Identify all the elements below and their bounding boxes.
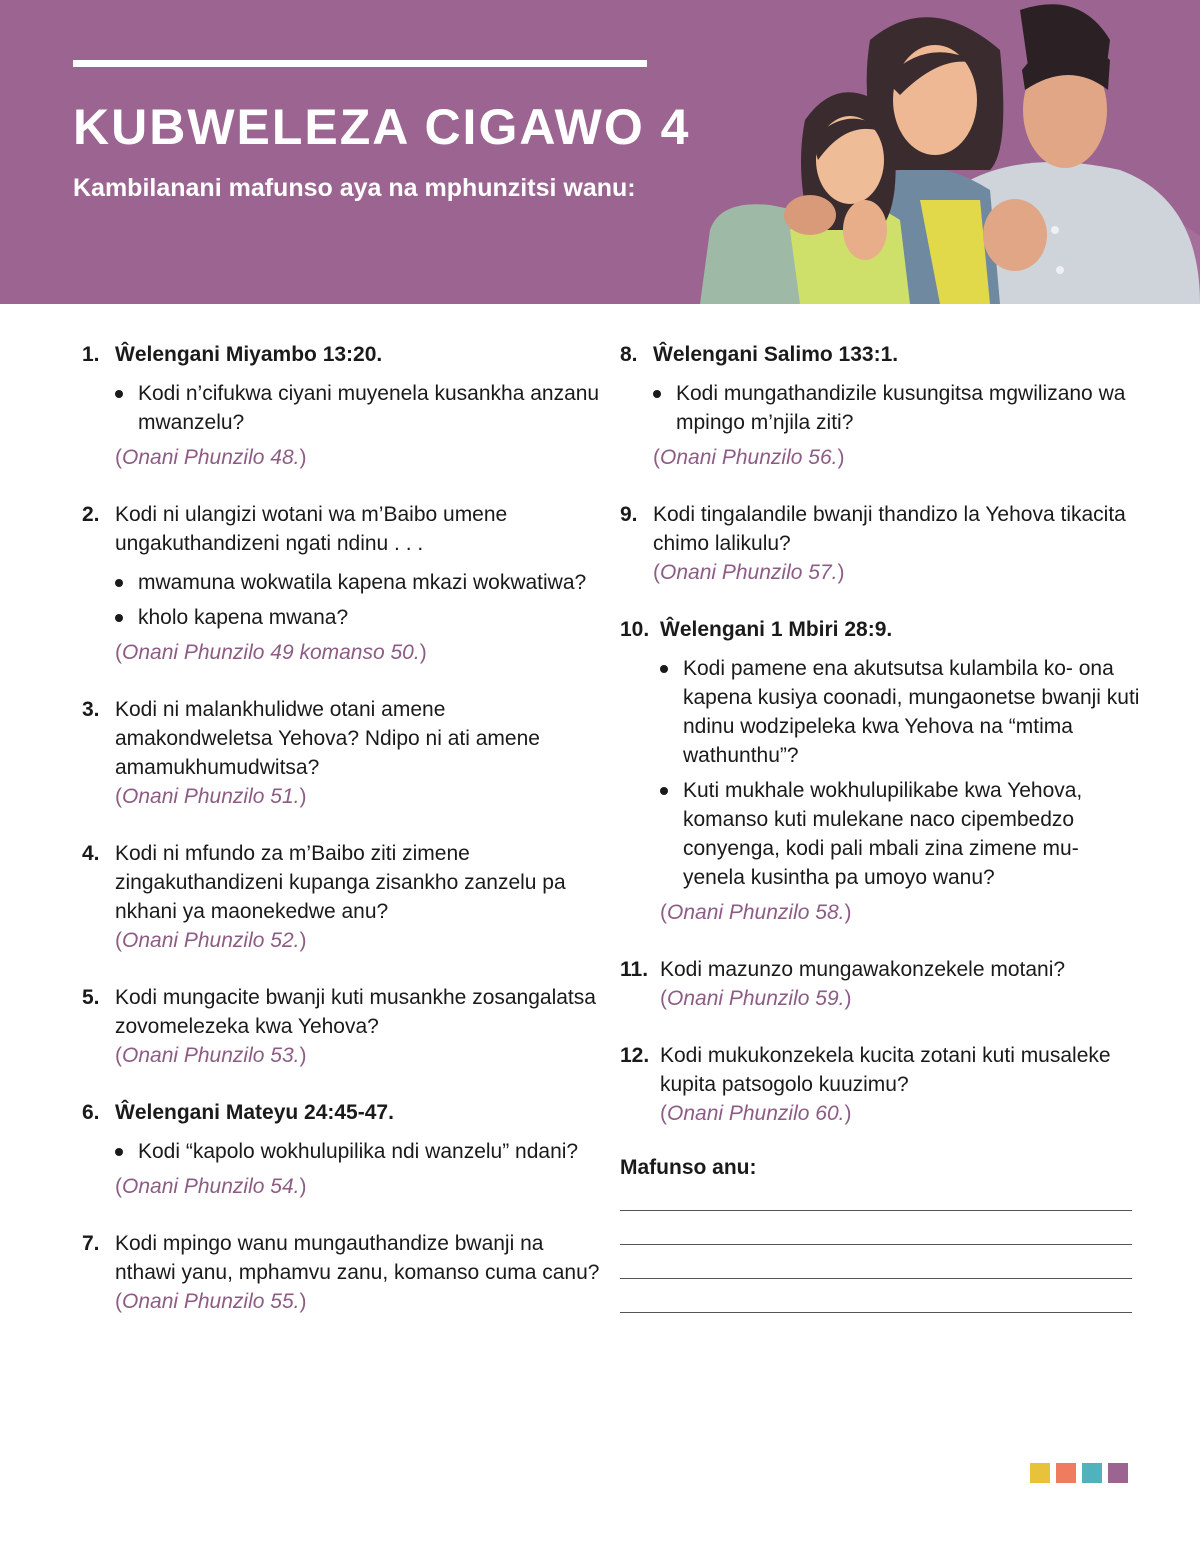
paren-open: ( [660, 987, 667, 1010]
paren-close: ) [299, 1044, 307, 1067]
question-item [82, 1098, 602, 1201]
phunzilo-reference [115, 1287, 602, 1316]
question-body [620, 500, 1140, 587]
paren-open: ( [653, 561, 660, 584]
phunzilo-reference [115, 1172, 602, 1201]
question-body [82, 1229, 602, 1316]
bullet-list [660, 654, 1140, 892]
phunzilo-reference [115, 1041, 602, 1070]
phunzilo-reference [653, 558, 1140, 587]
paren-open: ( [115, 929, 122, 952]
bullet-list [115, 379, 602, 437]
question-number: 4. [82, 842, 100, 865]
question-item [620, 1041, 1140, 1128]
question-number: 12. [620, 1044, 650, 1067]
color-swatches [1030, 1463, 1128, 1483]
paren-close: ) [419, 641, 427, 664]
color-swatch [1082, 1463, 1102, 1483]
reference-text: Onani Phunzilo 54. [122, 1175, 300, 1198]
header-rule [73, 60, 647, 67]
question-text: Ŵelengani Mateyu 24:45-47. [115, 1101, 394, 1124]
question-text: Kodi ni malankhulidwe otani amene amakondweletsa Yehova? Ndipo ni ati amene amamukhumudwitsa? [115, 698, 540, 779]
question-number: 1. [82, 343, 100, 366]
question-number: 8. [620, 343, 638, 366]
question-body [82, 839, 602, 955]
questions-right-column [620, 340, 1140, 1313]
question-body [620, 955, 1140, 1013]
question-text: Kodi ni mfundo za m’Baibo ziti zimene zingakuthandizeni kupanga zisankho zanzelu pa nkhani ya maonekedwe anu? [115, 842, 566, 923]
paren-close: ) [299, 929, 307, 952]
question-text: Kodi tingalandile bwanji thandizo la Yehova tikacita chimo lalikulu? [653, 503, 1126, 555]
question-body [82, 983, 602, 1070]
bullet-list [115, 1137, 602, 1166]
question-text: Ŵelengani Salimo 133:1. [653, 343, 899, 366]
question-body [620, 340, 1140, 472]
answer-line [620, 1210, 1132, 1211]
phunzilo-reference [115, 443, 602, 472]
phunzilo-reference [660, 898, 1140, 927]
bullet-dot-icon [653, 390, 661, 398]
question-number: 11. [620, 958, 649, 981]
bullet-text: kholo kapena mwana? [138, 606, 349, 629]
color-swatch [1030, 1463, 1050, 1483]
reference-text: Onani Phunzilo 53. [122, 1044, 300, 1067]
question-item [82, 1229, 602, 1316]
reference-text: Onani Phunzilo 49 komanso 50. [122, 641, 420, 664]
phunzilo-reference [115, 782, 602, 811]
bullet-list [115, 568, 602, 632]
reference-text: Onani Phunzilo 58. [667, 901, 845, 924]
bullet-dot-icon [660, 787, 668, 795]
question-item [82, 500, 602, 667]
question-body [82, 1098, 602, 1201]
question-number: 2. [82, 503, 100, 526]
bullet-dot-icon [115, 390, 123, 398]
question-number: 5. [82, 986, 100, 1009]
question-text: Kodi mazunzo mungawakonzekele motani? [660, 958, 1066, 981]
bullet-text: Kodi n’cifukwa ciyani muyenela kusankha anzanu mwanzelu? [138, 382, 600, 434]
paren-close: ) [844, 901, 852, 924]
paren-open: ( [115, 1175, 122, 1198]
color-swatch [1108, 1463, 1128, 1483]
bullet-item [115, 568, 602, 597]
paren-open: ( [115, 446, 122, 469]
bullet-item [660, 654, 1140, 770]
reference-text: Onani Phunzilo 56. [660, 446, 838, 469]
reference-text: Onani Phunzilo 60. [667, 1102, 845, 1125]
family-praying-illustration [700, 0, 1200, 304]
your-questions-label: Mafunso anu: [620, 1156, 757, 1179]
paren-open: ( [115, 1044, 122, 1067]
reference-text: Onani Phunzilo 59. [667, 987, 845, 1010]
question-body [620, 615, 1140, 927]
question-number: 3. [82, 698, 100, 721]
question-body [82, 340, 602, 472]
answer-line [620, 1244, 1132, 1245]
question-body [620, 1041, 1140, 1128]
bullet-dot-icon [660, 665, 668, 673]
phunzilo-reference [660, 1099, 1140, 1128]
question-item [82, 695, 602, 811]
bullet-text: Kodi pamene ena akutsutsa kulambila ko- ona kapena kusiya coonadi, mungaonetse bwanji kuti ndinu wodzipeleka kwa Yehova na “mtima wathunthu”? [683, 657, 1140, 767]
paren-open: ( [660, 901, 667, 924]
paren-close: ) [837, 446, 845, 469]
question-body [82, 500, 602, 667]
paren-open: ( [115, 785, 122, 808]
answer-line [620, 1278, 1132, 1279]
question-item [82, 340, 602, 472]
paren-close: ) [299, 446, 307, 469]
phunzilo-reference [115, 926, 602, 955]
paren-close: ) [299, 1290, 307, 1313]
question-body [82, 695, 602, 811]
question-item [82, 983, 602, 1070]
bullet-item [660, 776, 1140, 892]
bullet-item [653, 379, 1140, 437]
reference-text: Onani Phunzilo 57. [660, 561, 838, 584]
question-item [82, 839, 602, 955]
paren-close: ) [844, 987, 852, 1010]
question-text: Kodi mungacite bwanji kuti musankhe zosangalatsa zovomelezeka kwa Yehova? [115, 986, 596, 1038]
page-title: KUBWELEZA CIGAWO 4 [73, 99, 691, 155]
reference-text: Onani Phunzilo 48. [122, 446, 300, 469]
bullet-item [115, 603, 602, 632]
question-text: Ŵelengani Miyambo 13:20. [115, 343, 383, 366]
bullet-item [115, 379, 602, 437]
answer-line [620, 1312, 1132, 1313]
question-item [620, 500, 1140, 587]
bullet-list [653, 379, 1140, 437]
header-banner [0, 0, 1200, 304]
question-item [620, 955, 1140, 1013]
paren-close: ) [299, 785, 307, 808]
bullet-dot-icon [115, 579, 123, 587]
phunzilo-reference [660, 984, 1140, 1013]
question-item [620, 615, 1140, 927]
page-subtitle: Kambilanani mafunso aya na mphunzitsi wanu: [73, 174, 636, 202]
paren-open: ( [115, 1290, 122, 1313]
paren-close: ) [844, 1102, 852, 1125]
paren-open: ( [115, 641, 122, 664]
color-swatch [1056, 1463, 1076, 1483]
bullet-dot-icon [115, 1148, 123, 1156]
question-item [620, 340, 1140, 472]
phunzilo-reference [653, 443, 1140, 472]
paren-close: ) [837, 561, 845, 584]
question-number: 10. [620, 618, 650, 641]
reference-text: Onani Phunzilo 51. [122, 785, 300, 808]
question-number: 7. [82, 1232, 100, 1255]
paren-open: ( [653, 446, 660, 469]
bullet-text: Kodi “kapolo wokhulupilika ndi wanzelu” ndani? [138, 1140, 579, 1163]
question-number: 6. [82, 1101, 100, 1124]
question-number: 9. [620, 503, 638, 526]
reference-text: Onani Phunzilo 52. [122, 929, 300, 952]
bullet-text: Kodi mungathandizile kusungitsa mgwilizano wa mpingo m’njila ziti? [676, 382, 1126, 434]
paren-close: ) [299, 1175, 307, 1198]
question-text: Ŵelengani 1 Mbiri 28:9. [660, 618, 893, 641]
question-text: Kodi mukukonzekela kucita zotani kuti musaleke kupita patsogolo kuuzimu? [660, 1044, 1111, 1096]
question-text: Kodi mpingo wanu mungauthandize bwanji na nthawi yanu, mphamvu zanu, komanso cuma canu? [115, 1232, 600, 1284]
bullet-dot-icon [115, 614, 123, 622]
question-text: Kodi ni ulangizi wotani wa m’Baibo umene ungakuthandizeni ngati ndinu . . . [115, 503, 508, 555]
phunzilo-reference [115, 638, 602, 667]
reference-text: Onani Phunzilo 55. [122, 1290, 300, 1313]
paren-open: ( [660, 1102, 667, 1125]
bullet-text: mwamuna wokwatila kapena mkazi wokwatiwa? [138, 571, 587, 594]
bullet-item [115, 1137, 602, 1166]
bullet-text: Kuti mukhale wokhulupilikabe kwa Yehova, komanso kuti mulekane naco cipembedzo conyenga, kodi pali mbali zina zimene mu- yenela kusintha pa umoyo wanu? [683, 779, 1083, 889]
questions-left-column [82, 340, 602, 1344]
